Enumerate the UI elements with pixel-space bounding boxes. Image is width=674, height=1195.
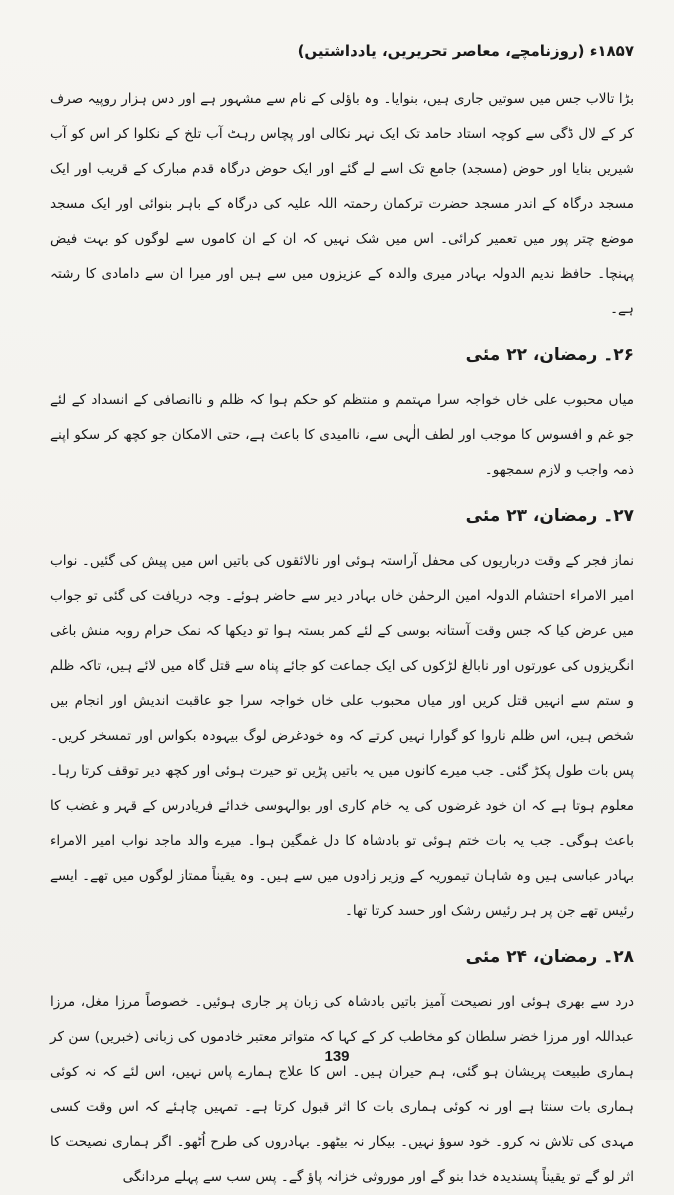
paragraph-4: درد سے بھری ہوئی اور نصیحت آمیز باتیں بادشاہ کی زبان پر جاری ہوئیں۔ خصوصاً مرزا مغل، مرزا عبداللہ اور مرزا خضر سلطان کو مخاطب کر کے کہا کہ متواتر معتبر خادموں کی زبانی (خبریں) سن کر ہماری طبیعت پریشان ہو گئی، ہم حیران ہیں۔ اس کا علاج ہمارے پاس نہیں، اس لئے کہ نہ کوئی ہماری بات سنتا ہے اور نہ کوئی ہماری بات کا اثر قبول کرتا ہے۔ تمہیں چاہئے کہ اس وقت کسی مہدی کی تلاش نہ کرو۔ خود سوؤ نہیں۔ بیکار نہ بیٹھو۔ بہادروں کی طرح اُٹھو۔ اگر ہماری نصیحت کا اثر لو گے تو یقیناً پسندیدہ خدا بنو گے اور موروثی خزانہ پاؤ گے۔ پس سب سے پہلے مردانگی (50, 994, 634, 1185)
page-number: 139 (324, 1048, 350, 1065)
section-heading-27-ramzan: ۲۷۔ رمضان، ۲۳ مئی (465, 506, 634, 526)
section-heading-26-ramzan: ۲۶۔ رمضان، ۲۲ مئی (465, 345, 634, 365)
paragraph-1: بڑا تالاب جس میں سوتیں جاری ہیں، بنوایا۔ وہ باؤلی کے نام سے مشہور ہے اور دس ہزار روپیہ صرف کر کے لال ڈگی سے کوچہ استاد حامد تک ایک نہر نکالی اور پچاس رہٹ آب تلخ کے نکلوا کر اس کو آب شیریں بنایا اور حوض (مسجد) جامع تک اسے لے گئے اور ایک حوض درگاہ قدم مبارک کے قریب اور ایک مسجد درگاہ کے اندر مسجد حضرت ترکمان رحمتہ اللہ علیہ کی درگاہ کے باہر بنوائی اور ایک مسجد موضع چتر پور میں تعمیر کرائی۔ اس میں شک نہیں کہ ان کے ان کاموں سے لوگوں کو بہت فیض پہنچا۔ حافظ ندیم الدولہ بہادر میری والدہ کے عزیزوں میں سے ہیں اور میرا ان سے دامادی کا رشتہ ہے۔ (50, 91, 634, 317)
paragraph-3: نماز فجر کے وقت درباریوں کی محفل آراستہ ہوئی اور نالائقوں کی باتیں اس میں پیش کی گئیں۔ نواب امیر الامراء احتشام الدولہ امین الرحمٰن خاں بہادر دیر سے حاضر ہوئے۔ وجہ دریافت کی گئی تو جواب میں عرض کیا کہ جس وقت آستانہ بوسی کے لئے کمر بستہ ہوا تو دیکھا کہ نمک حرام روبہ منش باغی انگریزوں کی عورتوں اور نابالغ لڑکوں کی ایک جماعت کو جائے پناہ سے قتل گاہ میں لائے ہیں، تاکہ ظلم و ستم سے انہیں قتل کریں اور میاں محبوب علی خاں خواجہ سرا جو عاقبت اندیش اور انجام بیں شخص ہیں، اس ظلم ناروا کو گوارا نہیں کرتے کہ وہ خودغرض لوگ بیہودہ بکواس اور تمسخر کریں۔ پس بات طول پکڑ گئی۔ جب میرے کانوں میں یہ باتیں پڑیں تو حیرت ہوئی اور کچھ دیر توقف کرتا رہا۔ معلوم ہوتا ہے کہ ان خود غرضوں کی یہ خام کاری اور بوالہوسی خدائے فریادرس کے قہر و غضب کا باعث ہوگی۔ جب یہ بات ختم ہوئی تو بادشاہ کا دل غمگین ہوا۔ میرے والد ماجد نواب امیر الامراء بہادر عباسی ہیں وہ شاہان تیموریہ کے وزیر زادوں میں سے ہیں۔ وہ یقیناً ممتاز لوگوں میں تھے۔ ایسے رئیس تھے جن پر ہر رئیس رشک اور حسد کرتا تھا۔ (50, 553, 634, 919)
section-heading-28-ramzan: ۲۸۔ رمضان، ۲۴ مئی (465, 947, 634, 967)
paragraph-2: میاں محبوب علی خاں خواجہ سرا مہتمم و منتظم کو حکم ہوا کہ ظلم و ناانصافی کے انسداد کے لئے جو غم و افسوس کا موجب اور لطف الٰہی سے، ناامیدی کا باعث ہے، حتی الامکان جو کچھ کر سکو اپنے ذمہ واجب و لازم سمجھو۔ (50, 392, 634, 478)
running-header: ۱۸۵۷ء (روزنامچے، معاصر تحریریں، یادداشتیں) (297, 42, 634, 60)
page-content (50, 38, 634, 1195)
